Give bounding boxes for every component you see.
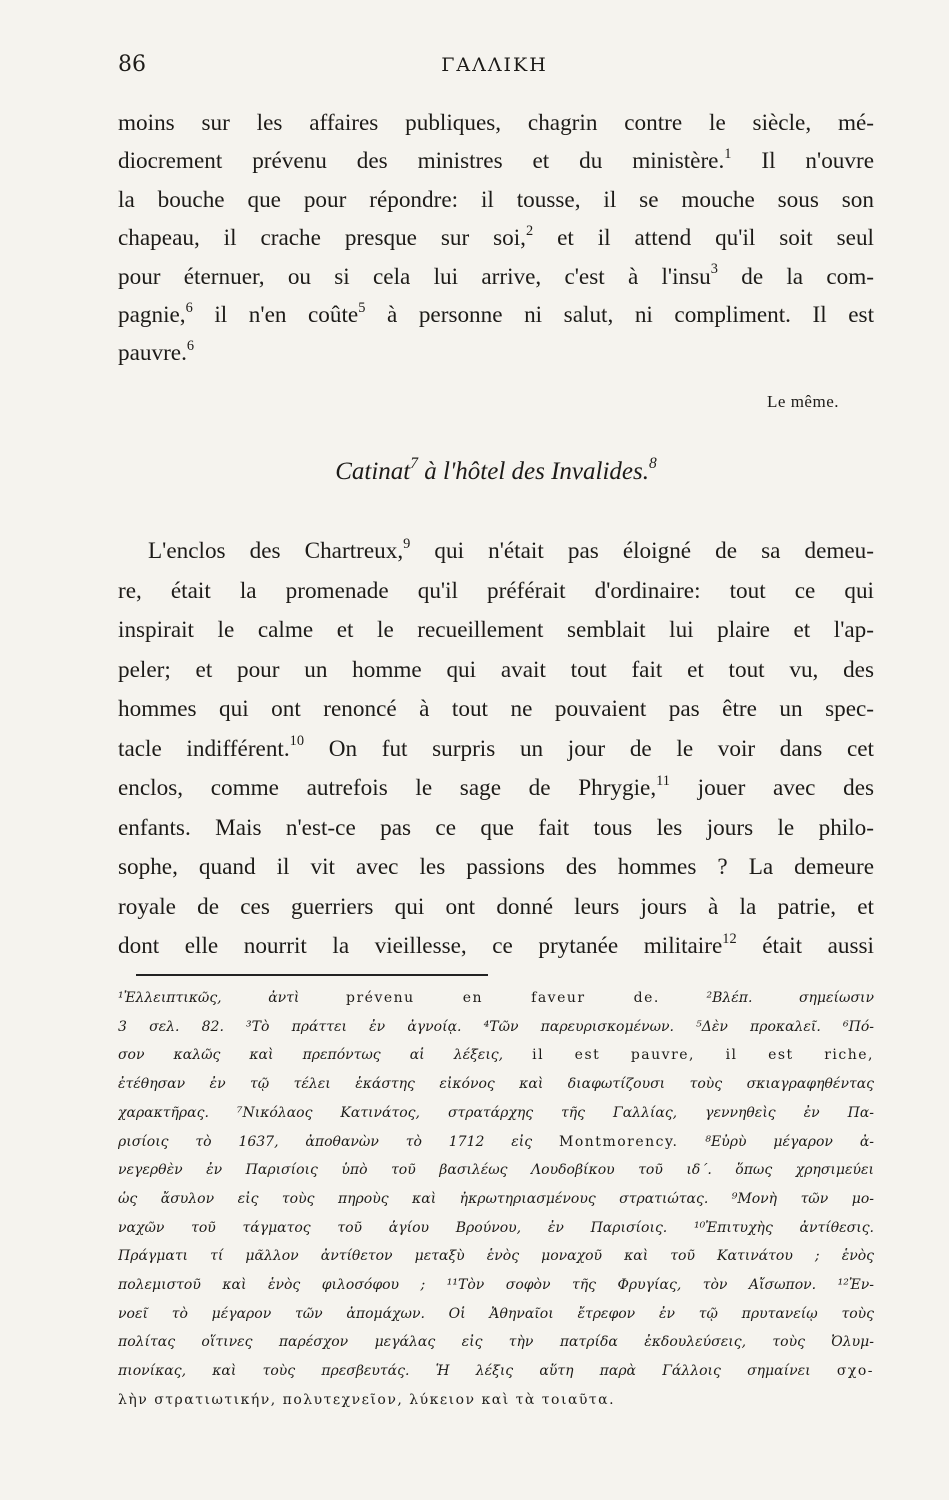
footnote-line: νεγερθὲν ἐν Παρισίοις ὑπὸ τοῦ βασιλέως Λουδοβίκου τοῦ ιδ΄. ὅπως χρησιμεύει	[118, 1162, 874, 1179]
footnote-ref: 11	[656, 772, 670, 789]
text-line: L'enclos des Chartreux,$^9$ qui n'était pas éloigné de sa demeu-	[148, 535, 874, 564]
footnote-ref: 12	[722, 930, 737, 947]
text-line: pauvre.$^6$	[118, 338, 195, 367]
text-line: la bouche que pour répondre: il tousse, il se mouche sous son	[118, 186, 874, 213]
text-line: diocrement prévenu des ministres et du ministère.$^1$ Il n'ouvre	[118, 146, 874, 175]
text-line: chapeau, il crache presque sur soi,$^2$ et il attend qu'il soit seul	[118, 223, 874, 252]
footnote-ref: 7	[410, 455, 418, 473]
footnote-ref: 5	[358, 299, 366, 316]
footnote-line: πιονίκας, καὶ τοὺς πρεσβευτάς. Ἡ λέξις αὕτη παρὰ Γάλλοις σημαίνει σχο-	[118, 1363, 874, 1380]
footnote-line: ρισίοις τὸ 1637, ἀποθανὼν τὸ 1712 εἰς Montmorency. ⁸Εὐρὺ μέγαρον ἀ-	[118, 1133, 874, 1150]
footnote-line: σον καλῶς καὶ πρεπόντως αἱ λέξεις, il est pauvre, il est riche,	[118, 1047, 874, 1064]
page-number: 86	[118, 52, 146, 77]
text-line: re, était la promenade qu'il préférait d'ordinaire: tout ce qui	[118, 577, 874, 604]
footnote-ref: 10	[289, 733, 305, 750]
text-line: peler; et pour un homme qui avait tout fait et tout vu, des	[118, 656, 874, 683]
paragraph-2	[118, 532, 874, 967]
footnote-line: ¹Ἐλλειπτικῶς, ἀντὶ prévenu en faveur de. ²Βλέπ. σημείωσιν	[118, 990, 874, 1006]
footnote-ref: 6	[186, 338, 195, 355]
text-line: royale de ces guerriers qui ont donné leurs jours à la patrie, et	[118, 893, 874, 920]
footnote-divider	[136, 974, 488, 976]
footnote-line: λὴν στρατιωτικήν, πολυτεχνεῖον, λύκειον καὶ τὰ τοιαῦτα.	[118, 1391, 616, 1408]
footnote-line: 3 σελ. 82. ³Τὸ πράττει ἐν ἀγνοίᾳ. ⁴Τῶν παρευρισκομένων. ⁵Δὲν προκαλεῖ. ⁶Πό-	[118, 1018, 874, 1035]
footnote-line: ἐτέθησαν ἐν τῷ τέλει ἑκάστης εἰκόνος καὶ διαφωτίζουσι τοὺς σκιαγραφηθέντας	[118, 1076, 874, 1093]
attribution: Le même.	[767, 392, 839, 411]
text-line: hommes qui ont renoncé à tout ne pouvaient pas être un spec-	[118, 696, 874, 722]
footnote-ref: 6	[185, 299, 193, 316]
text-line: inspirait le calme et le recueillement semblait lui plaire et l'ap-	[118, 617, 874, 643]
text-line: enclos, comme autrefois le sage de Phrygie,$^{11}$ jouer avec des	[118, 772, 874, 801]
footnote-ref: 8	[649, 455, 657, 473]
text-line: pour éternuer, ou si cela lui arrive, c'est à l'insu$^3$ de la com-	[118, 261, 874, 290]
paragraph-1	[118, 104, 874, 373]
footnote-ref: 9	[403, 535, 411, 552]
footnote-ref: 2	[525, 223, 534, 240]
text-line: dont elle nourrit la vieillesse, ce prytanée militaire$^{12}$ était aussi	[118, 930, 874, 959]
footnote-line: πολεμιστοῦ καὶ ἑνὸς φιλοσόφου ; ¹¹Τὸν σοφὸν τῆς Φρυγίας, τὸν Αἴσωπον. ¹²Ἐν-	[118, 1277, 874, 1294]
footnotes	[118, 984, 874, 1415]
text-line: enfants. Mais n'est-ce pas ce que fait tous les jours le philo-	[118, 814, 874, 841]
text-line: tacle indifférent.$^{10}$ On fut surpris un jour de le voir dans cet	[118, 733, 874, 762]
footnote-line: ὡς ἄσυλον εἰς τοὺς πηροὺς καὶ ἠκρωτηριασμένους στρατιώτας. ⁹Μονὴ τῶν μο-	[118, 1190, 874, 1207]
footnote-ref: 1	[724, 146, 732, 163]
footnote-ref: 3	[710, 261, 718, 278]
footnote-line: πολίτας οἵτινες παρέσχον μεγάλας εἰς τὴν πατρίδα ἐκδουλεύσεις, τοὺς Ὀλυμ-	[118, 1334, 874, 1351]
text-line: pagnie,$^6$ il n'en coûte$^5$ à personne ni salut, ni compliment. Il est	[118, 299, 874, 329]
footnote-line: Πράγματι τί μᾶλλον ἀντίθετον μεταξὺ ἑνὸς μοναχοῦ καὶ τοῦ Κατινάτου ; ἑνὸς	[118, 1248, 874, 1265]
page-header	[118, 52, 871, 92]
text-line: moins sur les affaires publiques, chagrin contre le siècle, mé-	[118, 110, 874, 136]
footnote-line: χαρακτῆρας. ⁷Νικόλαος Κατινάτος, στρατάρχης τῆς Γαλλίας, γεννηθεὶς ἐν Πα-	[118, 1104, 874, 1121]
footnote-line: ναχῶν τοῦ τάγματος τοῦ ἁγίου Βρούνου, ἐν Παρισίοις. ¹⁰Ἐπιτυχὴς ἀντίθεσις.	[118, 1219, 874, 1236]
section-heading: Catinat$^7$ à l'hôtel des Invalides.$^8$	[335, 455, 657, 485]
text-line: sophe, quand il vit avec les passions des hommes ? La demeure	[118, 854, 874, 880]
footnote-line: νοεῖ τὸ μέγαρον τῶν ἀπομάχων. Οἱ Ἀθηναῖοι ἔτρεφον ἐν τῷ πρυτανείῳ τοὺς	[118, 1305, 874, 1322]
running-title: ΓΑΛΛΙΚΗ	[441, 54, 548, 76]
